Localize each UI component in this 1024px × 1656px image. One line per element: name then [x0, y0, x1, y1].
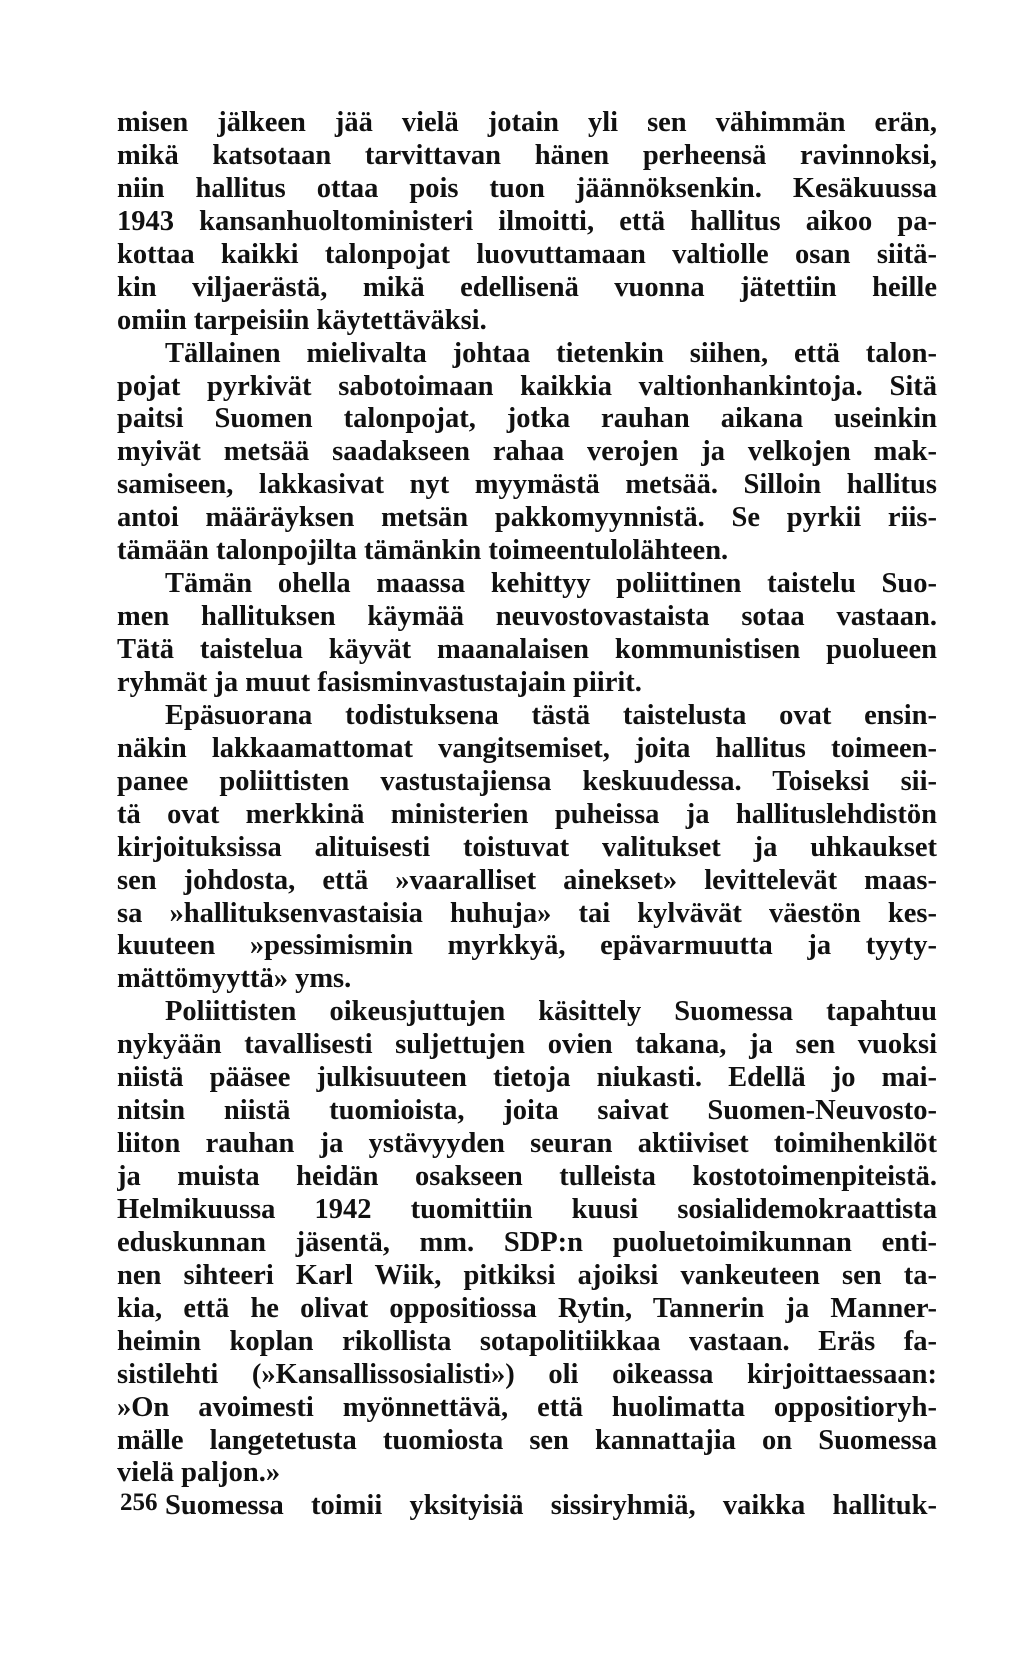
text-line: samiseen, lakkasivat nyt myymästä metsää. Silloin hallitus — [117, 469, 937, 501]
text-line: näkin lakkaamattomat vangitsemiset, joita hallitus toimeen- — [117, 732, 937, 764]
text-line: kottaa kaikki talonpojat luovuttamaan valtiolle osan siitä- — [117, 238, 937, 270]
text-line: Poliittisten oikeusjuttujen käsittely Suomessa tapahtuu — [165, 996, 937, 1028]
text-line: men hallituksen käymää neuvostovastaista sotaa vastaan. — [117, 601, 937, 633]
text-line: antoi määräyksen metsän pakkomyynnistä. Se pyrkii riis- — [117, 502, 937, 534]
text-line: sa »hallituksenvastaisia huhuja» tai kylvävät väestön kes- — [117, 897, 937, 929]
text-line: niin hallitus ottaa pois tuon jäännöksenkin. Kesäkuussa — [117, 172, 937, 204]
text-line: niistä pääsee julkisuuteen tietoja niukasti. Edellä jo mai- — [117, 1062, 937, 1094]
text-line: omiin tarpeisiin käytettäväksi. — [117, 304, 487, 336]
body-text — [117, 107, 937, 1523]
text-line: Suomessa toimii yksityisiä sissiryhmiä, vaikka hallituk- — [165, 1490, 937, 1522]
text-line: tämään talonpojilta tämänkin toimeentulolähteen. — [117, 535, 729, 567]
text-line: sistilehti (»Kansallissosialisti») oli oikeassa kirjoittaessaan: — [117, 1358, 937, 1390]
text-line: »On avoimesti myönnettävä, että huolimatta oppositioryh- — [117, 1391, 937, 1423]
text-line: eduskunnan jäsentä, mm. SDP:n puoluetoimikunnan enti- — [117, 1226, 937, 1258]
text-line: heimin koplan rikollista sotapolitiikkaa vastaan. Eräs fa- — [117, 1325, 937, 1357]
text-line: nen sihteeri Karl Wiik, pitkiksi ajoiksi vankeuteen sen ta- — [117, 1259, 937, 1291]
text-line: kirjoituksissa alituisesti toistuvat valitukset ja uhkaukset — [117, 831, 937, 863]
text-line: nykyään tavallisesti suljettujen ovien takana, ja sen vuoksi — [117, 1029, 937, 1061]
page-number: 256 — [120, 1489, 158, 1516]
text-line: ja muista heidän osakseen tulleista kostotoimenpiteistä. — [117, 1161, 937, 1192]
text-line: mättömyyttä» yms. — [117, 963, 352, 995]
text-line: Tätä taistelua käyvät maanalaisen kommunistisen puolueen — [117, 634, 937, 665]
text-line: pojat pyrkivät sabotoimaan kaikkia valtionhankintoja. Sitä — [117, 370, 937, 402]
text-line: misen jälkeen jää vielä jotain yli sen vähimmän erän, — [117, 107, 937, 138]
text-line: nitsin niistä tuomioista, joita saivat Suomen-Neuvosto- — [117, 1095, 937, 1127]
text-line: Tämän ohella maassa kehittyy poliittinen taistelu Suo- — [165, 568, 937, 600]
text-line: kuuteen »pessimismin myrkkyä, epävarmuutta ja tyyty- — [117, 930, 937, 962]
text-line: paitsi Suomen talonpojat, jotka rauhan aikana useinkin — [117, 403, 937, 435]
text-line: sen johdosta, että »vaaralliset ainekset» levittelevät maas- — [117, 864, 937, 896]
text-line: ryhmät ja muut fasisminvastustajain piirit. — [117, 666, 642, 698]
text-line: mikä katsotaan tarvittavan hänen perheensä ravinnoksi, — [117, 139, 937, 171]
text-line: kin viljaerästä, mikä edellisenä vuonna jätettiin heille — [117, 271, 937, 303]
text-line: Tällainen mielivalta johtaa tietenkin siihen, että talon- — [165, 337, 937, 369]
text-line: liiton rauhan ja ystävyyden seuran aktiiviset toimihenkilöt — [117, 1128, 937, 1160]
text-line: Epäsuorana todistuksena tästä taistelusta ovat ensin- — [165, 699, 937, 731]
text-line: Helmikuussa 1942 tuomittiin kuusi sosialidemokraattista — [117, 1193, 937, 1225]
text-line: mälle langetetusta tuomiosta sen kannattajia on Suomessa — [117, 1424, 937, 1456]
text-line: vielä paljon.» — [117, 1457, 281, 1489]
text-line: panee poliittisten vastustajiensa keskuudessa. Toiseksi sii- — [117, 765, 937, 797]
text-line: myivät metsää saadakseen rahaa verojen ja velkojen mak- — [117, 436, 937, 468]
text-line: 1943 kansanhuoltoministeri ilmoitti, että hallitus aikoo pa- — [117, 205, 937, 237]
text-line: kia, että he olivat oppositiossa Rytin, Tannerin ja Manner- — [117, 1292, 937, 1324]
text-line: tä ovat merkkinä ministerien puheissa ja hallituslehdistön — [117, 798, 937, 830]
